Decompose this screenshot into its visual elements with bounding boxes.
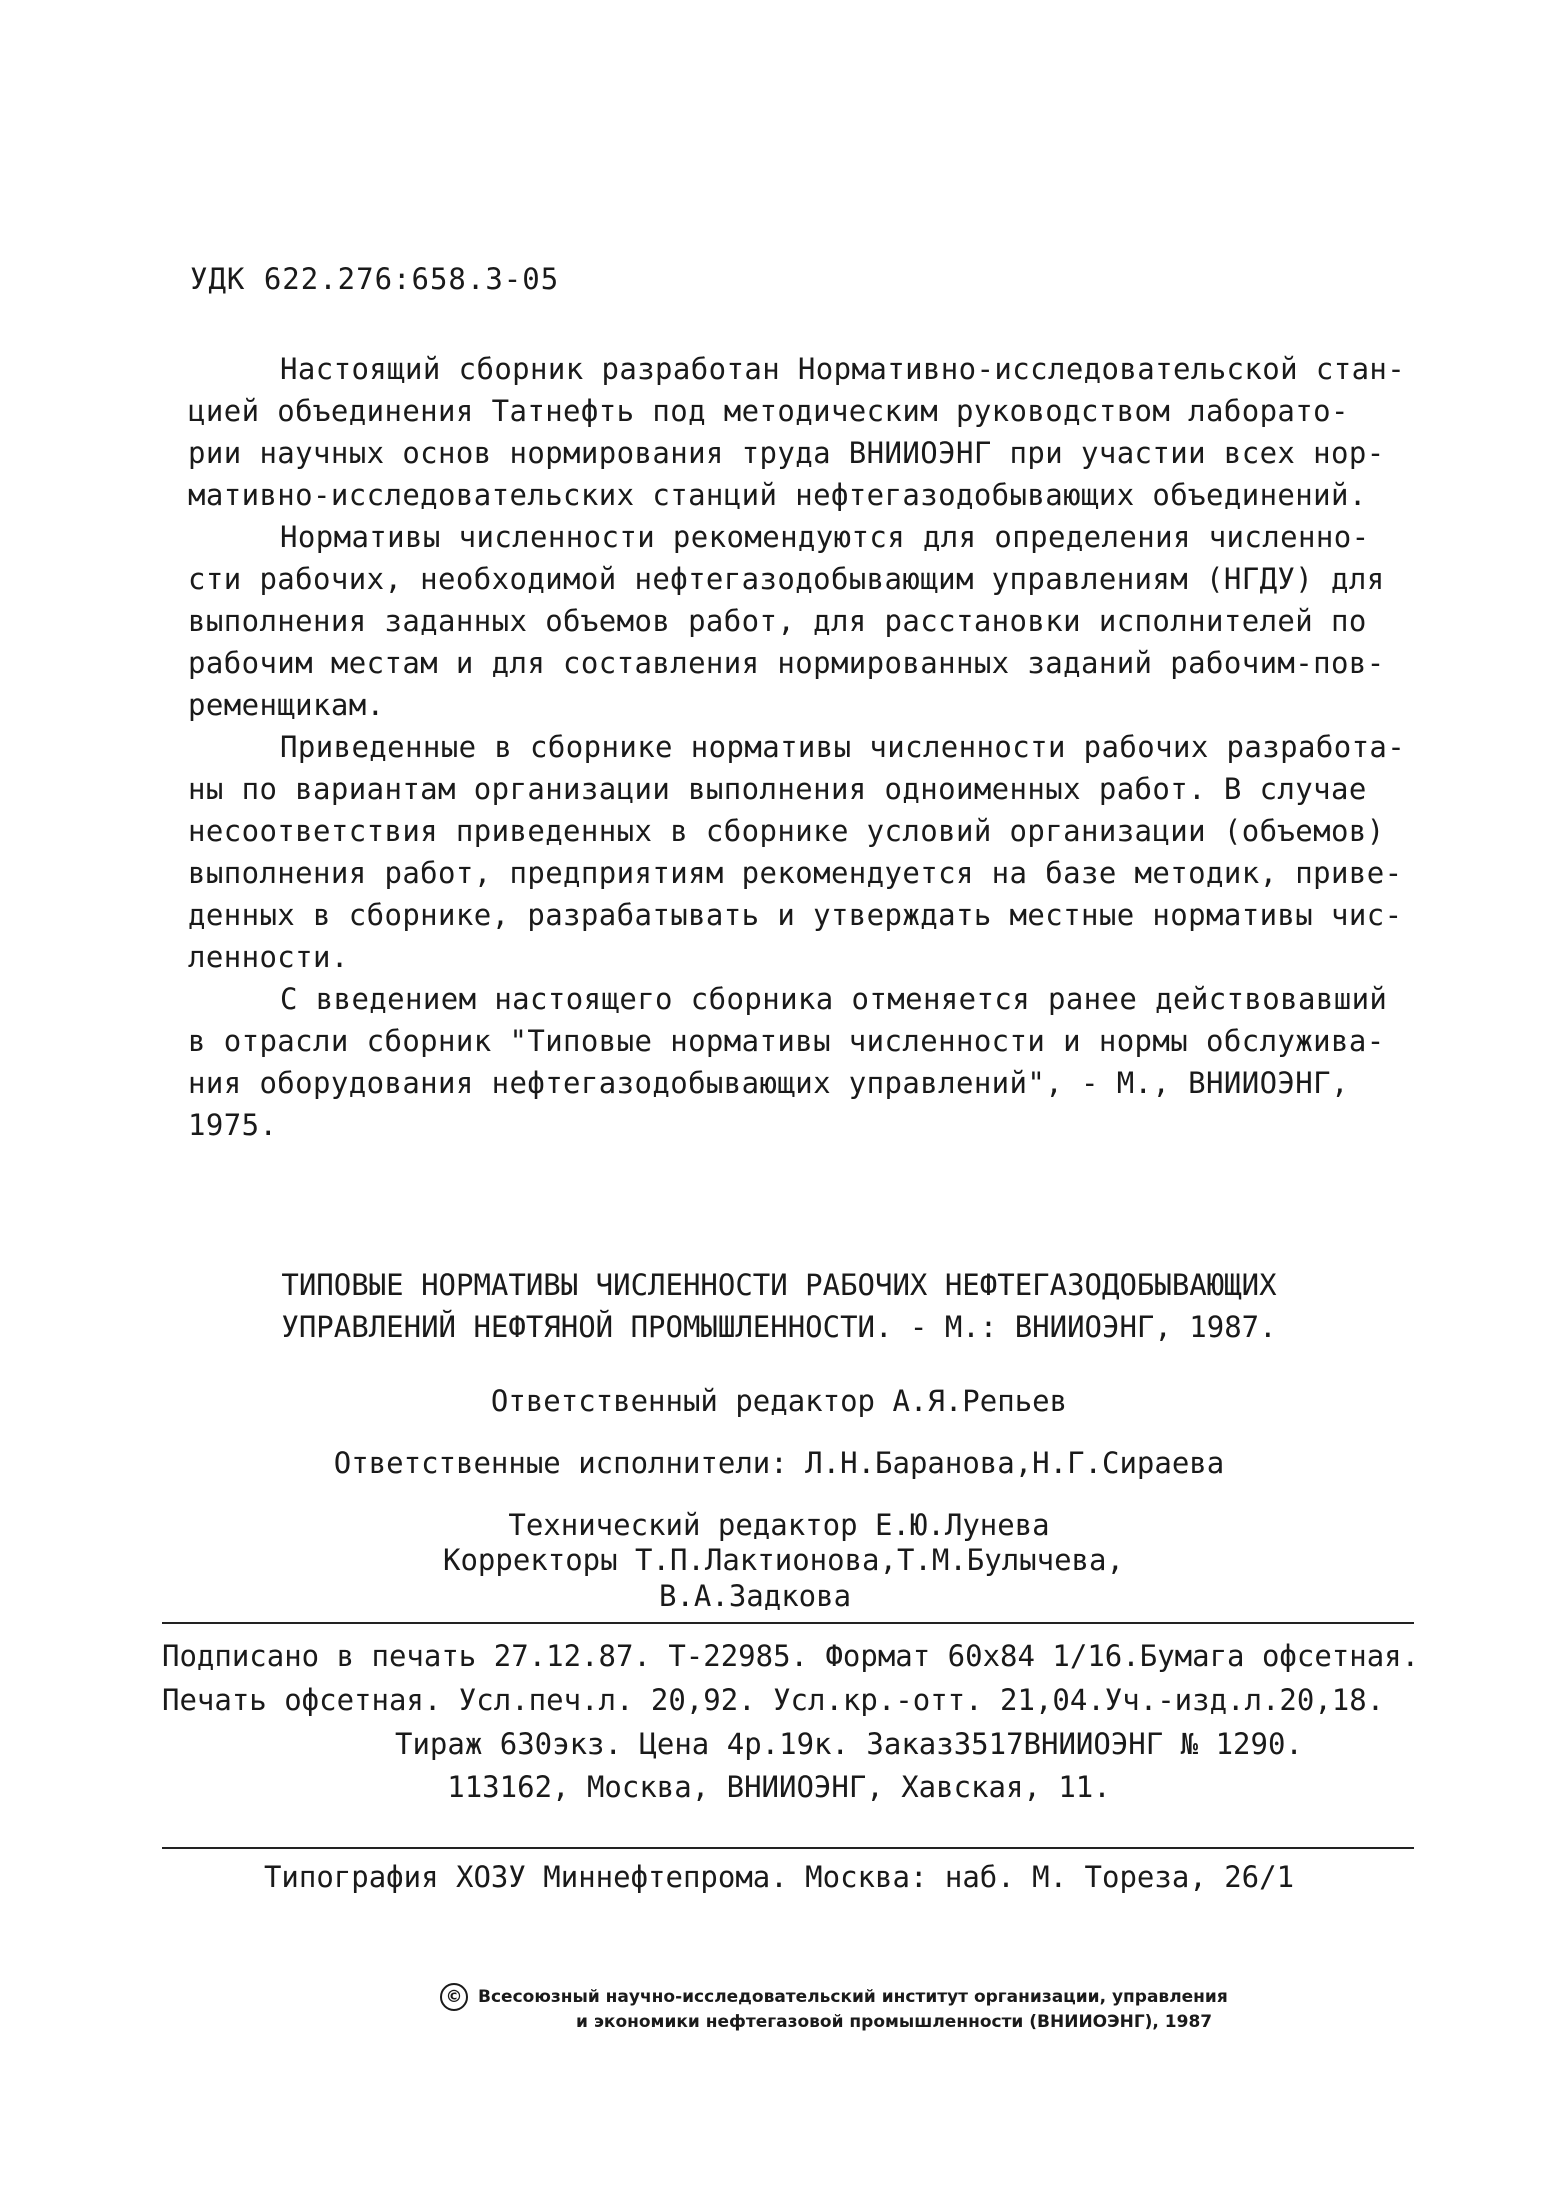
copyright-notice	[440, 1983, 1400, 2033]
preface-line: Приведенные в сборнике нормативы численности рабочих разработа-	[280, 730, 1406, 764]
responsible-executors: Ответственные исполнители: Л.Н.Баранова,Н.Г.Сираева	[333, 1446, 1225, 1480]
copyright-icon: ©	[440, 1983, 468, 2011]
preface-line: рии научных основ нормирования труда ВНИИОЭНГ при участии всех нор-	[188, 436, 1385, 470]
imprint-line-1: Подписано в печать 27.12.87. Т-22985. Формат 60x84 1/16.Бумага офсетная.	[162, 1639, 1420, 1673]
preface-line: Нормативы численности рекомендуются для определения численно-	[280, 520, 1370, 554]
preface-line: ния оборудования нефтегазодобывающих управлений", - М., ВНИИОЭНГ,	[188, 1066, 1349, 1100]
preface-line: 1975.	[188, 1108, 278, 1142]
book-title-line-1: ТИПОВЫЕ НОРМАТИВЫ ЧИСЛЕННОСТИ РАБОЧИХ НЕФТЕГАЗОДОБЫВАЮЩИХ	[281, 1268, 1277, 1302]
imprint-line-2: Печать офсетная. Усл.печ.л. 20,92. Усл.кр.-отт. 21,04.Уч.-изд.л.20,18.	[162, 1683, 1385, 1717]
technical-editor: Технический редактор Е.Ю.Лунева	[508, 1508, 1050, 1542]
preface-text	[188, 348, 1406, 1146]
preface-line: ны по вариантам организации выполнения одноименных работ. В случае	[188, 772, 1367, 806]
book-title-line-2: УПРАВЛЕНИЙ НЕФТЯНОЙ ПРОМЫШЛЕННОСТИ. - М.: ВНИИОЭНГ, 1987.	[281, 1310, 1277, 1344]
preface-line: рабочим местам и для составления нормированных заданий рабочим-пов-	[188, 646, 1385, 680]
preface-line: С введением настоящего сборника отменяется ранее действовавший	[280, 982, 1388, 1016]
preface-line: ленности.	[188, 940, 349, 974]
preface-line: денных в сборнике, разрабатывать и утверждать местные нормативы чис-	[188, 898, 1403, 932]
preface-line: Настоящий сборник разработан Нормативно-исследовательской стан-	[280, 352, 1406, 386]
preface-line: ременщикам.	[188, 688, 385, 722]
udk-code: УДК 622.276:658.3-05	[190, 262, 560, 296]
imprint-block	[162, 1634, 1462, 1766]
responsible-editor: Ответственный редактор А.Я.Репьев	[490, 1384, 1068, 1418]
correctors-line-1: Корректоры Т.П.Лактионова,Т.М.Булычева,	[443, 1543, 1124, 1577]
preface-line: выполнения работ, предприятиям рекомендуется на базе методик, приве-	[188, 856, 1403, 890]
preface-line: сти рабочих, необходимой нефтегазодобывающим управлениям (НГДУ) для	[188, 562, 1385, 596]
copyright-line-1: Всесоюзный научно-исследовательский институт организации, управления	[478, 1987, 1228, 2007]
preface-line: несоответствия приведенных в сборнике условий организации (объемов)	[188, 814, 1385, 848]
correctors-line-2: В.А.Задкова	[659, 1579, 852, 1613]
preface-line: выполнения заданных объемов работ, для расстановки исполнителей по	[188, 604, 1367, 638]
printing-house: Типография ХОЗУ Миннефтепрома. Москва: наб. М. Тореза, 26/1	[263, 1860, 1295, 1894]
copyright-line-2: и экономики нефтегазовой промышленности (ВНИИОЭНГ), 1987	[576, 2012, 1213, 2032]
preface-line: цией объединения Татнефть под методическим руководством лаборато-	[188, 394, 1349, 428]
preface-line: в отрасли сборник "Типовые нормативы численности и нормы обслужива-	[188, 1024, 1385, 1058]
correctors	[443, 1542, 1143, 1614]
publisher-address: 113162, Москва, ВНИИОЭНГ, Хавская, 11.	[447, 1770, 1111, 1804]
divider-top	[162, 1622, 1414, 1624]
imprint-line-3: Тираж 630экз. Цена 4р.19к. Заказ3517ВНИИОЭНГ № 1290.	[395, 1727, 1303, 1761]
divider-bottom	[162, 1847, 1414, 1849]
preface-line: мативно-исследовательских станций нефтегазодобывающих объединений.	[188, 478, 1367, 512]
